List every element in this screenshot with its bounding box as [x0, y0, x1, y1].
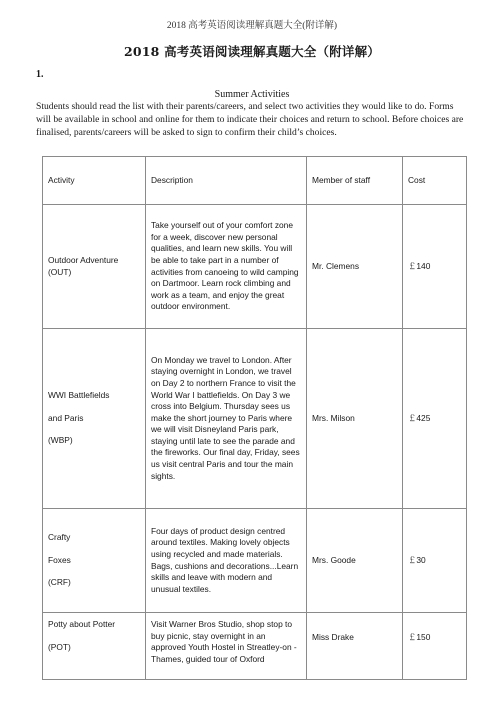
cost-value: ￡150: [408, 632, 431, 642]
activity-description: Take yourself out of your comfort zone for a week, discover new personal qualities, and learn new skills. You will be able to take part in a number of activities from canoeing to wild camping on Dartmoor. Learn rock climbing and work as a team, and enjoy the great outdoor environment.: [151, 220, 299, 312]
activity-description: Four days of product design centred around textiles. Making lovely objects using recycled and made materials. Bags, cushions and decorations...Learn skills and leave with modern and unusual textiles.: [151, 525, 299, 594]
activity-cell: [43, 509, 146, 613]
running-header: 2018 高考英语阅读理解真题大全(附详解): [166, 21, 338, 31]
activity-name: Outdoor Adventure: [48, 254, 119, 265]
cost-cell: [403, 613, 467, 680]
activity-name-cont: and Paris: [48, 412, 84, 423]
table-row: [43, 205, 467, 329]
description-cell: [146, 329, 307, 509]
activities-table: [42, 156, 467, 680]
activity-name: WWI Battlefields: [48, 390, 110, 401]
question-number: 1.: [36, 69, 44, 80]
header-description: Description: [146, 157, 307, 205]
description-cell: [146, 205, 307, 329]
table-header-row: [43, 157, 467, 205]
activity-name-cont: Foxes: [48, 554, 71, 565]
activity-code: (POT): [48, 641, 71, 652]
document-title: 2018 高考英语阅读理解真题大全（附详解）: [123, 44, 381, 59]
activity-cell: [43, 329, 146, 509]
description-cell: [146, 613, 307, 680]
staff-cell: Mr. Clemens: [307, 205, 403, 329]
activity-description: Visit Warner Bros Studio, shop stop to buy picnic, stay overnight in an approved Youth Hostel in Streatley-on -Thames, guided tour of Oxford: [151, 619, 297, 664]
table-row: [43, 613, 467, 680]
activity-name: Potty about Potter: [48, 619, 116, 629]
header-activity: Activity: [43, 157, 146, 205]
cost-cell: ￡140: [403, 205, 467, 329]
activity-name: Crafty: [48, 532, 71, 543]
cost-cell: ￡425: [403, 329, 467, 509]
section-title: Summer Activities: [214, 89, 290, 100]
staff-cell: [307, 613, 403, 680]
staff-cell: Mrs. Milson: [307, 329, 403, 509]
description-cell: [146, 509, 307, 613]
activity-cell: [43, 205, 146, 329]
activity-code: (WBP): [48, 435, 73, 446]
activity-description: On Monday we travel to London. After staying overnight in London, we travel on Day 2 to northern France to visit the World War I battlefields. On Day 3 we cross into Belgium. Thursday sees us make the short journey to Paris where we will visit Disneyland Paris park, staying until late to see the parade and the fireworks. Our final day, Friday, sees us visit central Paris and tour the main sights.: [151, 354, 300, 481]
cost-cell: ￡30: [403, 509, 467, 613]
table-row: [43, 509, 467, 613]
staff-cell: Mrs. Goode: [307, 509, 403, 613]
staff-name: Miss Drake: [312, 632, 354, 642]
activity-code: (OUT): [48, 266, 72, 277]
activity-cell: [43, 613, 146, 680]
header-cost: Cost: [403, 157, 467, 205]
intro-paragraph: Students should read the list with their parents/careers, and select two activities they would like to do. Forms will be available in school and online for them to indicate their choices and return to school. Before choices are finalised, parents/careers will be asked to sign to confirm their child’s choices.: [36, 101, 464, 138]
table-row: [43, 329, 467, 509]
activity-code: (CRF): [48, 577, 71, 588]
header-staff: Member of staff: [307, 157, 403, 205]
